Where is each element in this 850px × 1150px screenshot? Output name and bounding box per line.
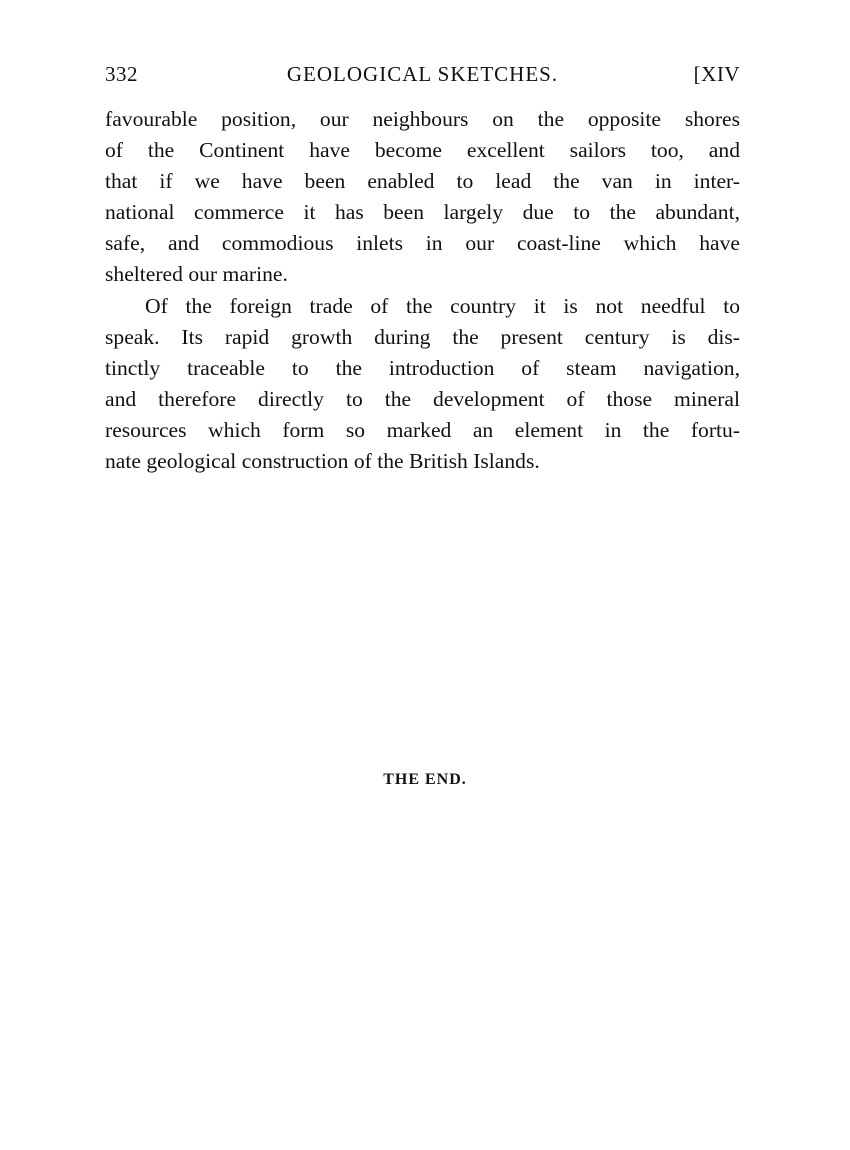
chapter-marker: [XIV <box>693 62 740 86</box>
paragraph-1 <box>105 104 740 291</box>
body-text <box>105 104 740 477</box>
text-line: nate geological construction of the British Islands. <box>105 449 540 474</box>
paragraph-2 <box>105 291 740 478</box>
text-line: resources which form so marked an element in the fortu- <box>105 417 740 442</box>
text-line: speak. Its rapid growth during the present century is dis- <box>105 324 740 349</box>
text-line: sheltered our marine. <box>105 262 288 287</box>
page-number: 332 <box>105 62 138 86</box>
text-line: tinctly traceable to the introduction of steam navigation, <box>105 355 740 380</box>
text-line: that if we have been enabled to lead the van in inter- <box>105 169 740 194</box>
text-line: Of the foreign trade of the country it is not needful to <box>145 293 740 318</box>
text-line: favourable position, our neighbours on the opposite shores <box>105 107 740 131</box>
running-head <box>105 62 740 92</box>
the-end: THE END. <box>383 771 467 788</box>
running-title: GEOLOGICAL SKETCHES. <box>286 62 559 86</box>
text-line: of the Continent have become excellent sailors too, and <box>105 138 740 163</box>
text-line: and therefore directly to the development of those mineral <box>105 386 740 411</box>
text-line: national commerce it has been largely due to the abundant, <box>105 200 740 225</box>
text-line: safe, and commodious inlets in our coast-line which have <box>105 231 740 256</box>
